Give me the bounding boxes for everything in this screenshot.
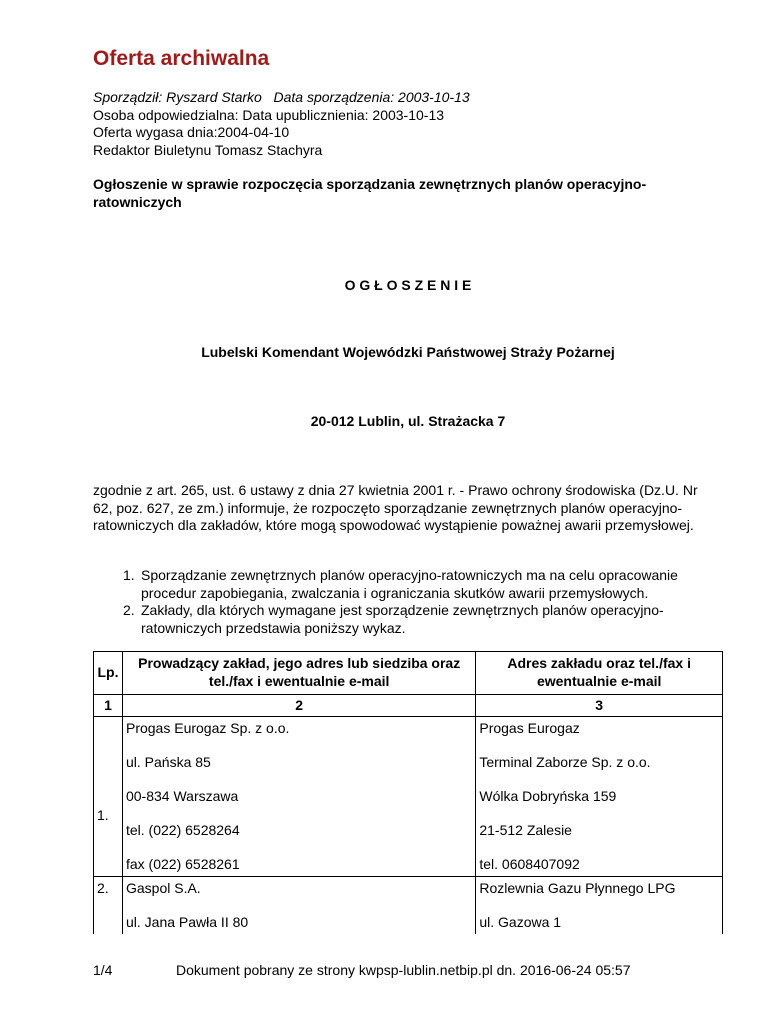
issuer-name: Lubelski Komendant Wojewódzki Państwowej Straży Pożarnej: [201, 344, 615, 360]
cell-line: tel. (022) 6528264: [125, 822, 240, 838]
issuer-address: 20-012 Lublin, ul. Strażacka 7: [310, 413, 506, 429]
row-operator: [122, 877, 475, 935]
page-title: Oferta archiwalna: [93, 47, 270, 70]
list-item-text: Zakłady, dla których wymagane jest sporządzenie zewnętrznych planów operacyjno-ratowniczych przedstawia poniższy wykaz.: [141, 602, 664, 636]
source-note: Dokument pobrany ze strony kwpsp-lublin.netbip.pl dn. 2016-06-24 05:57: [176, 962, 631, 978]
cell-line: Gaspol S.A.: [125, 880, 201, 896]
numbered-list: [123, 567, 723, 637]
list-item-text: Sporządzanie zewnętrznych planów operacyjno-ratowniczych ma na celu opracowanie procedur zapobiegania, zwalczania i ograniczania skutków awarii przemysłowych.: [141, 567, 678, 601]
table-row: [94, 877, 723, 935]
header-operator: Prowadzący zakład, jego adres lub siedziba oraz tel./fax i ewentualnie e-mail: [122, 652, 475, 695]
cell-line: fax (022) 6528261: [125, 856, 240, 872]
page-number: 1/4: [93, 962, 113, 978]
table-row: [94, 717, 723, 877]
list-item-number: 2.: [123, 602, 135, 618]
cell-line: 21-512 Zalesie: [479, 822, 572, 838]
list-item: [123, 602, 723, 637]
cell-line: Progas Eurogaz: [479, 720, 580, 736]
list-item-number: 1.: [123, 567, 135, 583]
cell-line: ul. Jana Pawła II 80: [125, 914, 249, 930]
facilities-table: [93, 651, 723, 934]
cell-line: Progas Eurogaz Sp. z o.o.: [125, 720, 290, 736]
cell-line: ul. Gazowa 1: [479, 914, 562, 930]
column-number: 2: [122, 695, 475, 717]
row-lp: 1.: [94, 717, 123, 877]
expiry-line: Oferta wygasa dnia:2004-04-10: [93, 124, 290, 140]
header-site: Adres zakładu oraz tel./fax i ewentualnie e-mail: [476, 652, 723, 695]
list-item: [123, 567, 723, 602]
cell-line: Wólka Dobryńska 159: [479, 788, 617, 804]
cell-line: tel. 0608407092: [479, 856, 580, 872]
column-number: 3: [476, 695, 723, 717]
editor-line: Redaktor Biuletynu Tomasz Stachyra: [93, 141, 323, 158]
author-line: Sporządził: Ryszard Starko Data sporządzenia: 2003-10-13: [93, 89, 470, 105]
row-operator: [122, 717, 475, 877]
row-site: [476, 877, 723, 935]
cell-line: Terminal Zaborze Sp. z o.o.: [479, 754, 651, 770]
column-number: 1: [94, 695, 123, 717]
cell-line: ul. Pańska 85: [125, 754, 211, 770]
body-paragraph: zgodnie z art. 265, ust. 6 ustawy z dnia 27 kwietnia 2001 r. - Prawo ochrony środowiska (Dz.U. Nr 62, poz. 627, ze zm.) informuje, że rozpoczęto sporządzanie zewnętrznych planów operacyjno-ratowniczych dla zakładów, które mogą spowodować wystąpienie poważnej awarii przemysłowej.: [93, 482, 698, 533]
cell-line: 00-834 Warszawa: [125, 788, 239, 804]
document-subject: Ogłoszenie w sprawie rozpoczęcia sporządzania zewnętrznych planów operacyjno-ratowniczych: [93, 176, 647, 210]
row-site: [476, 717, 723, 877]
responsible-line: Osoba odpowiedzialna: Data upublicznienia: 2003-10-13: [93, 106, 445, 123]
cell-line: Rozlewnia Gazu Płynnego LPG: [479, 880, 676, 896]
announcement-heading: O G Ł O S Z E N I E: [344, 277, 472, 293]
header-lp: Lp.: [94, 652, 123, 695]
document-meta: [93, 89, 470, 159]
row-lp: 2.: [94, 877, 123, 935]
